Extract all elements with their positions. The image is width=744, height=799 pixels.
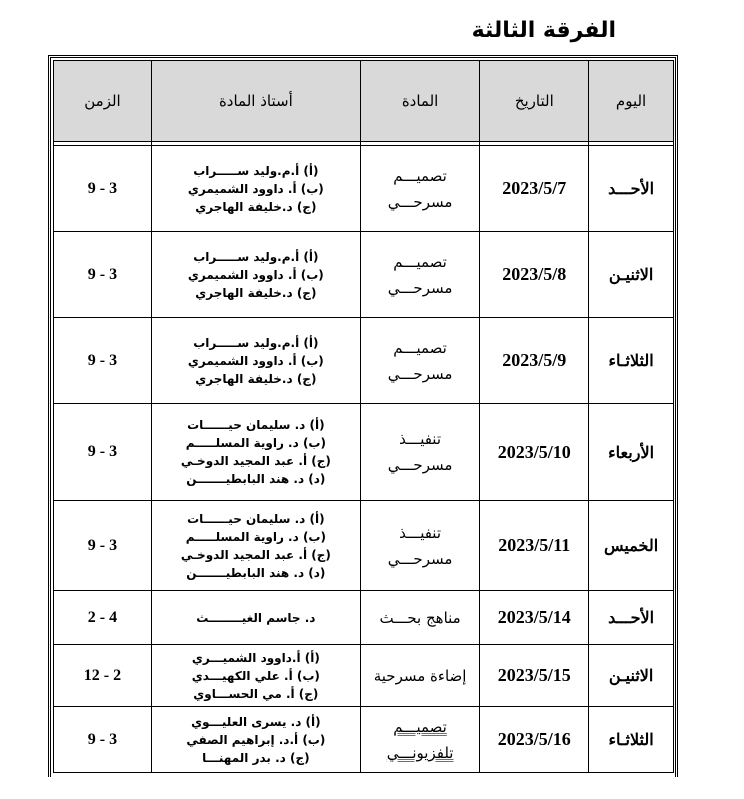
teachers-cell <box>151 146 360 232</box>
teacher-name: (ب) د. راوية المسلـــــم <box>185 529 326 544</box>
subject-cell <box>360 645 480 707</box>
table-row <box>54 318 674 404</box>
teacher-name: (ج) أ. عبد المجيد الدوخـي <box>180 547 331 562</box>
subject-line-1: مناهج بحـــث <box>379 608 461 627</box>
teacher-name: (أ) د. سليمان حيــــــات <box>187 511 325 526</box>
header-day: اليوم <box>589 61 674 142</box>
schedule-table <box>53 60 674 773</box>
subject-cell <box>360 146 480 232</box>
table-row <box>54 501 674 591</box>
teacher-name: (ج) أ. عبد المجيد الدوخـي <box>180 454 331 468</box>
subject-line-1: تصميـــم <box>393 166 447 185</box>
time-cell: 9 - 3 <box>54 707 152 773</box>
time-cell: 2 - 4 <box>54 591 152 645</box>
teacher-name: (ب) أ. داوود الشميمري <box>187 181 324 196</box>
time-cell: 9 - 3 <box>54 318 152 404</box>
teacher-name: (أ) أ.داوود الشميـــري <box>191 650 320 665</box>
table-row <box>54 645 674 707</box>
teacher-name: (ج) أ. مي الحســـاوي <box>193 686 319 701</box>
subject-cell <box>360 707 480 773</box>
table-row <box>54 404 674 501</box>
date-cell: 2023/5/14 <box>480 591 589 645</box>
time-cell: 9 - 3 <box>54 146 152 232</box>
teacher-name: (ج) د.خليفة الهاجري <box>195 371 317 386</box>
teacher-name: (ج) د.خليفة الهاجري <box>195 199 317 214</box>
teacher-name: (أ) أ.م.وليد ســـــراب <box>193 335 319 350</box>
subject-line-2: مسرحـــي <box>387 456 453 474</box>
subject-line-1: تصميـــم <box>393 717 447 736</box>
teacher-name: (أ) أ.م.وليد ســـــراب <box>193 163 319 178</box>
date-cell: 2023/5/11 <box>480 501 589 591</box>
time-cell: 9 - 3 <box>54 232 152 318</box>
table-row <box>54 146 674 232</box>
header-subject: المادة <box>360 61 480 142</box>
subject-line-1: تنفيـــذ <box>399 523 442 542</box>
header-time: الزمن <box>54 61 152 142</box>
subject-line-1: تنفيـــذ <box>399 430 442 448</box>
day-cell: الأحـــد <box>589 146 674 232</box>
teachers-cell <box>151 232 360 318</box>
table-row <box>54 707 674 773</box>
day-cell: الثلاثـاء <box>589 318 674 404</box>
subject-line-2: مسرحـــي <box>387 364 453 383</box>
day-cell: الاثنيـن <box>589 645 674 707</box>
day-cell: الأربعاء <box>589 404 674 501</box>
subject-line-1: تصميـــم <box>393 252 447 271</box>
subject-cell <box>360 404 480 501</box>
teacher-name: (أ) أ.م.وليد ســـــراب <box>193 249 319 264</box>
subject-cell <box>360 318 480 404</box>
teacher-name: (د) د. هند البابطيـــــــن <box>186 472 326 486</box>
teachers-cell <box>151 404 360 501</box>
date-cell: 2023/5/16 <box>480 707 589 773</box>
header-date: التاريخ <box>480 61 589 142</box>
subject-line-2: مسرحـــي <box>387 278 453 297</box>
teachers-cell <box>151 501 360 591</box>
date-cell: 2023/5/7 <box>480 146 589 232</box>
teachers-cell <box>151 318 360 404</box>
date-cell: 2023/5/9 <box>480 318 589 404</box>
teacher-name: (ب) أ. علي الكهيـــدي <box>191 668 320 683</box>
teacher-name: (ب) أ. داوود الشميمري <box>187 353 324 368</box>
day-cell: الخميس <box>589 501 674 591</box>
teacher-name: (ج) د.خليفة الهاجري <box>195 285 317 300</box>
subject-line-2: مسرحـــي <box>387 192 453 211</box>
subject-cell <box>360 232 480 318</box>
time-cell: 9 - 3 <box>54 404 152 501</box>
teacher-name: (أ) د. يسرى العليـــوي <box>191 714 321 729</box>
date-cell: 2023/5/15 <box>480 645 589 707</box>
page-title: الفرقة الثالثة <box>471 18 616 43</box>
teachers-cell <box>151 645 360 707</box>
day-cell: الأحـــد <box>589 591 674 645</box>
teacher-name: (ب) أ.د. إبراهيم الصفي <box>186 732 326 747</box>
subject-cell <box>360 591 480 645</box>
subject-line-2: تلفزيونـــي <box>386 743 454 762</box>
subject-cell <box>360 501 480 591</box>
teacher-name: د. جاسم الغيــــــــث <box>196 610 316 625</box>
teachers-cell <box>151 707 360 773</box>
teacher-name: (أ) د. سليمان حيــــــات <box>187 418 325 432</box>
date-cell: 2023/5/8 <box>480 232 589 318</box>
header-row <box>54 61 674 142</box>
table-row <box>54 591 674 645</box>
time-cell: 9 - 3 <box>54 501 152 591</box>
teacher-name: (ب) أ. داوود الشميمري <box>187 267 324 282</box>
teacher-name: (د) د. هند البابطيـــــــن <box>186 565 326 580</box>
subject-line-1: إضاءة مسرحية <box>373 666 467 685</box>
subject-line-1: تصميـــم <box>393 338 447 357</box>
date-cell: 2023/5/10 <box>480 404 589 501</box>
header-teacher: أستاذ المادة <box>151 61 360 142</box>
day-cell: الثلاثـاء <box>589 707 674 773</box>
day-cell: الاثنيـن <box>589 232 674 318</box>
subject-line-2: مسرحـــي <box>387 549 453 568</box>
teacher-name: (ب) د. راوية المسلـــــم <box>185 436 326 450</box>
teacher-name: (ج) د. بدر المهنـــا <box>202 750 310 765</box>
teachers-cell <box>151 591 360 645</box>
time-cell: 12 - 2 <box>54 645 152 707</box>
table-row <box>54 232 674 318</box>
